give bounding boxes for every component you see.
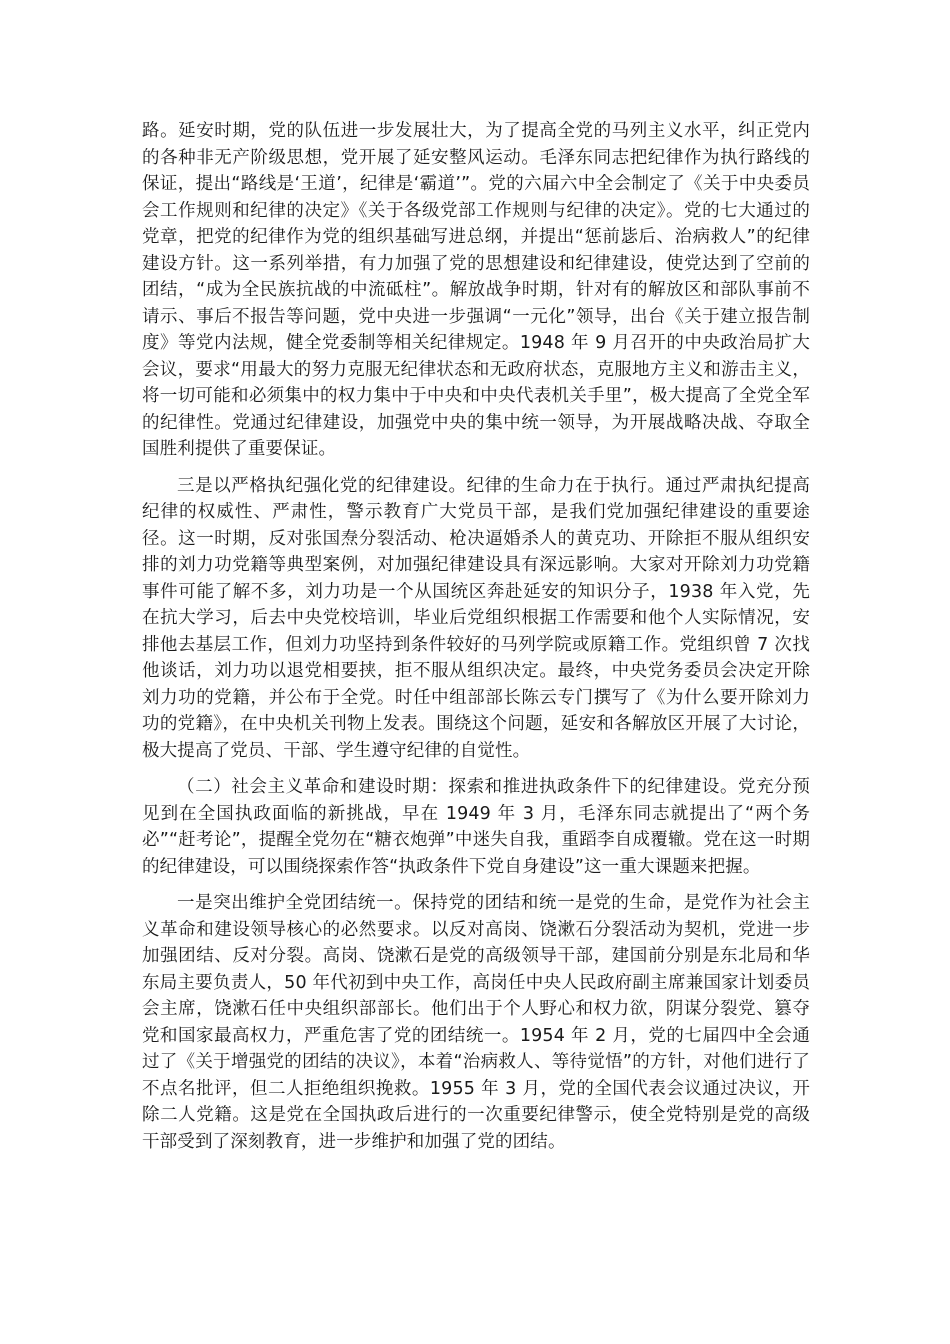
document-page [142, 118, 810, 1165]
paragraph-socialist-construction-period: （二）社会主义革命和建设时期：探索和推进执政条件下的纪律建设。党充分预见到在全国执政面临的新挑战，早在 1949 年 3 月，毛泽东同志就提出了“两个务必”“赶考论”，提醒全党勿在“糖衣炮弹”中迷失自我，重蹈李自成覆辙。党在这一时期的纪律建设，可以围绕探索作答“执政条件下党自身建设”这一重大课题来把握。 [142, 777, 810, 877]
paragraph-strict-discipline-enforcement: 三是以严格执纪强化党的纪律建设。纪律的生命力在于执行。通过严肃执纪提高纪律的权威性、严肃性，警示教育广大党员干部，是我们党加强纪律建设的重要途径。这一时期，反对张国焘分裂活动、枪决逼婚杀人的黄克功、开除拒不服从组织安排的刘力功党籍等典型案例，对加强纪律建设具有深远影响。大家对开除刘力功党籍事件可能了解不多，刘力功是一个从国统区奔赴延安的知识分子，1938 年入党，先在抗大学习，后去中央党校培训，毕业后党组织根据工作需要和他个人实际情况，安排他去基层工作，但刘力功坚持到条件较好的马列学院或原籍工作。党组织曾 7 次找他谈话，刘力功以退党相要挟，拒不服从组织决定。最终，中央党务委员会决定开除刘力功的党籍，并公布于全党。时任中组部部长陈云专门撰写了《为什么要开除刘力功的党籍》，在中央机关刊物上发表。围绕这个问题，延安和各解放区开展了大讨论，极大提高了党员、干部、学生遵守纪律的自觉性。 [142, 475, 810, 761]
paragraph-yanan-period: 路。延安时期，党的队伍进一步发展壮大，为了提高全党的马列主义水平，纠正党内的各种非无产阶级思想，党开展了延安整风运动。毛泽东同志把纪律作为执行路线的保证，提出“路线是‘王道’，纪律是‘霸道’”。党的六届六中全会制定了《关于中央委员会工作规则和纪律的决定》《关于各级党部工作规则与纪律的决定》。党的七大通过的党章，把党的纪律作为党的组织基础写进总纲，并提出“惩前毖后、治病救人”的纪律建设方针。这一系列举措，有力加强了党的思想建设和纪律建设，使党达到了空前的团结，“成为全民族抗战的中流砥柱”。解放战争时期，针对有的解放区和部队事前不请示、事后不报告等问题，党中央进一步强调“一元化”领导，出台《关于建立报告制度》等党内法规，健全党委制等相关纪律规定。1948 年 9 月召开的中央政治局扩大会议，要求“用最大的努力克服无纪律状态和无政府状态，克服地方主义和游击主义，将一切可能和必须集中的权力集中于中央和中央代表机关手里”，极大提高了全党全军的纪律性。党通过纪律建设，加强党中央的集中统一领导，为开展战略决战、夺取全国胜利提供了重要保证。 [142, 121, 810, 459]
paragraph-party-unity: 一是突出维护全党团结统一。保持党的团结和统一是党的生命，是党作为社会主义革命和建设领导核心的必然要求。以反对高岗、饶漱石分裂活动为契机，党进一步加强团结、反对分裂。高岗、饶漱石是党的高级领导干部，建国前分别是东北局和华东局主要负责人，50 年代初到中央工作，高岗任中央人民政府副主席兼国家计划委员会主席，饶漱石任中央组织部部长。他们出于个人野心和权力欲，阴谋分裂党、篡夺党和国家最高权力，严重危害了党的团结统一。1954 年 2 月，党的七届四中全会通过了《关于增强党的团结的决议》，本着“治病救人、等待觉悟”的方针，对他们进行了不点名批评，但二人拒绝组织挽救。1955 年 3 月，党的全国代表会议通过决议，开除二人党籍。这是党在全国执政后进行的一次重要纪律警示，使全党特别是党的高级干部受到了深刻教育，进一步维护和加强了党的团结。 [142, 893, 810, 1152]
